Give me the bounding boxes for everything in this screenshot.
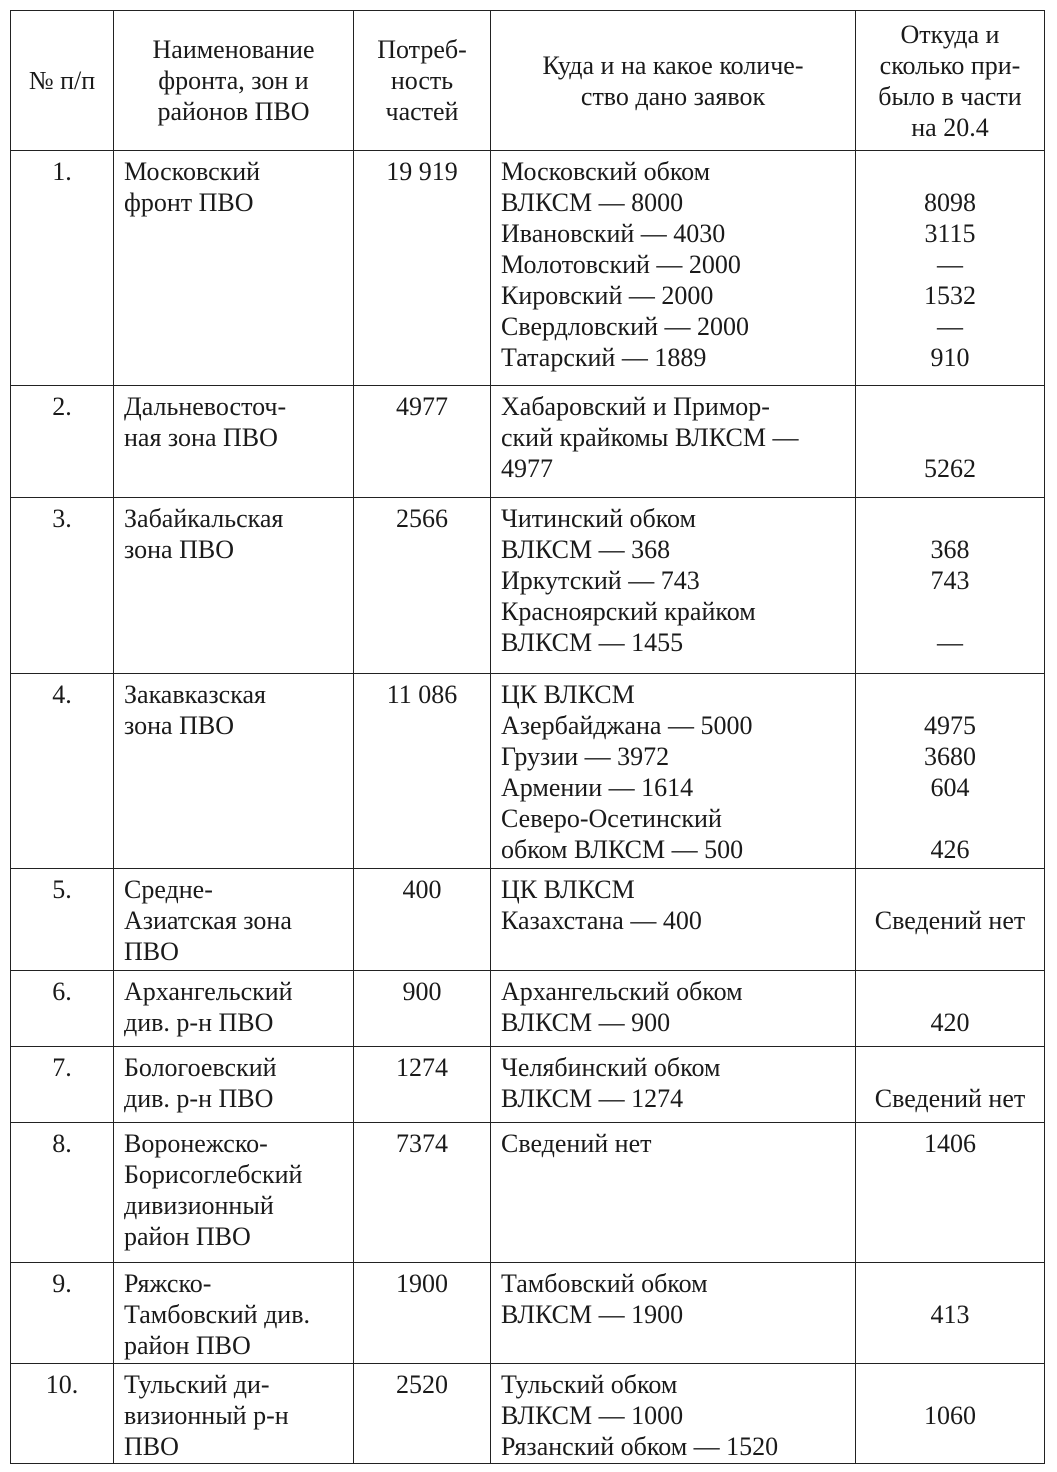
- cell-line: Сведений нет: [874, 906, 1026, 935]
- cell-num: [11, 1123, 114, 1263]
- cell-line: ПВО: [124, 937, 179, 966]
- cell-requests: [491, 498, 856, 674]
- cell-line: Иркутский — 743: [501, 566, 700, 595]
- cell-line: 1406: [924, 1129, 976, 1158]
- cell-line: район ПВО: [124, 1331, 251, 1360]
- cell-need: [354, 498, 491, 674]
- table-row: [11, 971, 1045, 1047]
- cell-line: Красноярский крайком: [501, 597, 756, 626]
- cell-line: Тульский обком: [501, 1370, 678, 1399]
- cell-line: [866, 156, 1034, 187]
- cell-line: —: [937, 250, 963, 279]
- cell-name: [114, 386, 354, 498]
- cell-line: Татарский — 1889: [501, 343, 707, 372]
- cell-line: [866, 874, 1034, 905]
- cell-line: Архангельский: [124, 977, 293, 1006]
- cell-arrived: [856, 498, 1045, 674]
- cell-line: [866, 976, 1034, 1007]
- cell-name: [114, 674, 354, 869]
- cell-line: Хабаровский и Примор-: [501, 392, 770, 421]
- cell-requests: [491, 971, 856, 1047]
- cell-name: [114, 1263, 354, 1364]
- cell-line: 7.: [52, 1053, 72, 1082]
- pvo-requests-table: [10, 10, 1045, 1464]
- cell-line: ВЛКСМ — 8000: [501, 188, 684, 217]
- header-col-need: [354, 11, 491, 151]
- cell-arrived: [856, 386, 1045, 498]
- header-col-name: [114, 11, 354, 151]
- table-row: [11, 1123, 1045, 1263]
- cell-num: [11, 151, 114, 386]
- cell-name: [114, 1047, 354, 1123]
- cell-line: Откуда и: [900, 19, 1000, 49]
- cell-line: 3115: [924, 219, 976, 248]
- cell-name: [114, 1364, 354, 1464]
- cell-line: —: [937, 312, 963, 341]
- cell-line: 368: [930, 535, 970, 564]
- table-row: [11, 1047, 1045, 1123]
- cell-line: 9.: [52, 1269, 72, 1298]
- cell-line: [866, 1369, 1034, 1400]
- cell-line: Воронежско-: [124, 1129, 268, 1158]
- cell-line: Ивановский — 4030: [501, 219, 726, 248]
- cell-line: Московский: [124, 157, 261, 186]
- cell-line: див. р-н ПВО: [124, 1084, 274, 1113]
- cell-requests: [491, 1263, 856, 1364]
- cell-line: 900: [402, 977, 442, 1006]
- cell-line: № п/п: [28, 66, 96, 95]
- cell-line: 2566: [396, 504, 448, 533]
- cell-line: 10.: [45, 1370, 79, 1399]
- cell-line: 11 086: [386, 680, 458, 709]
- cell-name: [114, 1123, 354, 1263]
- cell-line: 4977: [396, 392, 448, 421]
- cell-line: Грузии — 3972: [501, 742, 670, 771]
- cell-line: Бологоевский: [124, 1053, 277, 1082]
- cell-arrived: [856, 971, 1045, 1047]
- cell-line: [866, 679, 1034, 710]
- cell-line: [866, 596, 1034, 627]
- cell-requests: [491, 674, 856, 869]
- cell-line: Ряжско-: [124, 1269, 212, 1298]
- cell-line: дивизионный: [124, 1191, 274, 1220]
- cell-line: район ПВО: [124, 1222, 251, 1251]
- cell-line: районов ПВО: [157, 97, 310, 126]
- table-row: [11, 386, 1045, 498]
- cell-line: ЦК ВЛКСМ: [501, 875, 635, 904]
- cell-num: [11, 869, 114, 971]
- cell-line: сколько при-: [879, 50, 1021, 80]
- header-row: [11, 11, 1045, 151]
- cell-arrived: [856, 869, 1045, 971]
- cell-line: было в части: [878, 81, 1022, 111]
- cell-line: ная зона ПВО: [124, 423, 278, 452]
- cell-line: 910: [930, 343, 970, 372]
- cell-line: Куда и на какое количе-: [542, 50, 804, 80]
- cell-name: [114, 869, 354, 971]
- header-col-arrived: [856, 11, 1045, 151]
- cell-arrived: [856, 1123, 1045, 1263]
- cell-need: [354, 1364, 491, 1464]
- cell-requests: [491, 1047, 856, 1123]
- cell-line: Тамбовский див.: [124, 1300, 310, 1329]
- header-col-number: [11, 11, 114, 151]
- cell-num: [11, 386, 114, 498]
- cell-line: обком ВЛКСМ — 500: [501, 835, 744, 864]
- cell-line: [866, 503, 1034, 534]
- cell-line: 19 919: [386, 157, 458, 186]
- cell-line: 8098: [924, 188, 976, 217]
- cell-name: [114, 971, 354, 1047]
- cell-line: 4975: [924, 711, 976, 740]
- cell-line: Закавказская: [124, 680, 266, 709]
- cell-line: 1274: [396, 1053, 448, 1082]
- cell-line: Азиатская зона: [124, 906, 292, 935]
- cell-num: [11, 1364, 114, 1464]
- cell-need: [354, 869, 491, 971]
- cell-requests: [491, 151, 856, 386]
- cell-line: Борисоглебский: [124, 1160, 303, 1189]
- cell-line: Свердловский — 2000: [501, 312, 749, 341]
- table-row: [11, 498, 1045, 674]
- cell-line: Дальневосточ-: [124, 392, 287, 421]
- cell-line: ский крайкомы ВЛКСМ —: [501, 423, 799, 452]
- cell-line: 5.: [52, 875, 72, 904]
- cell-line: визионный р-н: [124, 1401, 289, 1430]
- cell-line: частей: [385, 97, 459, 126]
- cell-need: [354, 151, 491, 386]
- cell-line: [866, 1052, 1034, 1083]
- cell-requests: [491, 869, 856, 971]
- cell-line: 3680: [924, 742, 976, 771]
- cell-line: ВЛКСМ — 1900: [501, 1300, 684, 1329]
- cell-line: 426: [930, 835, 970, 864]
- cell-line: Забайкальская: [124, 504, 284, 533]
- table-row: [11, 1364, 1045, 1464]
- cell-line: [866, 1268, 1034, 1299]
- cell-line: ВЛКСМ — 1274: [501, 1084, 684, 1113]
- cell-line: Кировский — 2000: [501, 281, 714, 310]
- cell-line: 1532: [924, 281, 976, 310]
- cell-line: [866, 803, 1034, 834]
- cell-arrived: [856, 1047, 1045, 1123]
- cell-line: Архангельский обком: [501, 977, 743, 1006]
- cell-line: —: [937, 628, 963, 657]
- cell-need: [354, 1263, 491, 1364]
- cell-line: 400: [402, 875, 442, 904]
- cell-line: див. р-н ПВО: [124, 1008, 274, 1037]
- cell-line: ность: [390, 66, 454, 95]
- cell-line: Читинский обком: [501, 504, 696, 533]
- cell-requests: [491, 1123, 856, 1263]
- cell-line: Казахстана — 400: [501, 906, 702, 935]
- cell-line: Молотовский — 2000: [501, 250, 741, 279]
- cell-line: Московский обком: [501, 157, 711, 186]
- cell-line: Наименование: [152, 35, 315, 64]
- cell-line: зона ПВО: [124, 711, 234, 740]
- cell-line: 413: [930, 1300, 970, 1329]
- cell-line: [866, 391, 1034, 422]
- table-row: [11, 1263, 1045, 1364]
- table-row: [11, 869, 1045, 971]
- cell-line: Сведений нет: [874, 1084, 1026, 1113]
- cell-name: [114, 498, 354, 674]
- cell-requests: [491, 386, 856, 498]
- cell-line: фронта, зон и: [158, 66, 309, 95]
- cell-line: 4.: [52, 680, 72, 709]
- cell-line: 1060: [924, 1401, 976, 1430]
- cell-line: 4977: [501, 454, 553, 483]
- cell-line: ство дано заявок: [580, 81, 766, 111]
- cell-requests: [491, 1364, 856, 1464]
- table-row: [11, 674, 1045, 869]
- cell-line: 2520: [396, 1370, 448, 1399]
- cell-line: [866, 422, 1034, 453]
- cell-line: ЦК ВЛКСМ: [501, 680, 635, 709]
- table-row: [11, 151, 1045, 386]
- cell-line: 604: [930, 773, 970, 802]
- cell-line: 1.: [52, 157, 72, 186]
- cell-arrived: [856, 151, 1045, 386]
- cell-line: Азербайджана — 5000: [501, 711, 753, 740]
- cell-line: 6.: [52, 977, 72, 1006]
- cell-line: ВЛКСМ — 1000: [501, 1401, 684, 1430]
- cell-line: 8.: [52, 1129, 72, 1158]
- cell-line: зона ПВО: [124, 535, 234, 564]
- cell-line: 3.: [52, 504, 72, 533]
- cell-line: Тамбовский обком: [501, 1269, 708, 1298]
- cell-line: ПВО: [124, 1432, 179, 1461]
- cell-line: 7374: [396, 1129, 448, 1158]
- cell-line: Средне-: [124, 875, 213, 904]
- cell-num: [11, 674, 114, 869]
- cell-line: Северо-Осетинский: [501, 804, 722, 833]
- cell-line: ВЛКСМ — 900: [501, 1008, 671, 1037]
- cell-line: Сведений нет: [501, 1129, 652, 1158]
- cell-line: ВЛКСМ — 368: [501, 535, 671, 564]
- cell-line: Тульский ди-: [124, 1370, 270, 1399]
- cell-num: [11, 1263, 114, 1364]
- cell-line: на 20.4: [911, 112, 989, 142]
- cell-arrived: [856, 674, 1045, 869]
- cell-line: 743: [930, 566, 970, 595]
- cell-line: Потреб-: [377, 35, 467, 64]
- cell-line: Челябинский обком: [501, 1053, 721, 1082]
- cell-line: Армении — 1614: [501, 773, 694, 802]
- cell-line: фронт ПВО: [124, 188, 254, 217]
- cell-line: Рязанский обком — 1520: [501, 1432, 779, 1461]
- cell-line: ВЛКСМ — 1455: [501, 628, 684, 657]
- cell-need: [354, 971, 491, 1047]
- cell-arrived: [856, 1263, 1045, 1364]
- cell-num: [11, 1047, 114, 1123]
- header-col-requests: [491, 11, 856, 151]
- cell-name: [114, 151, 354, 386]
- cell-num: [11, 971, 114, 1047]
- cell-line: 2.: [52, 392, 72, 421]
- cell-need: [354, 1047, 491, 1123]
- cell-line: 5262: [924, 454, 976, 483]
- cell-need: [354, 674, 491, 869]
- cell-need: [354, 1123, 491, 1263]
- cell-line: 420: [930, 1008, 970, 1037]
- cell-num: [11, 498, 114, 674]
- cell-line: 1900: [396, 1269, 448, 1298]
- cell-arrived: [856, 1364, 1045, 1464]
- cell-need: [354, 386, 491, 498]
